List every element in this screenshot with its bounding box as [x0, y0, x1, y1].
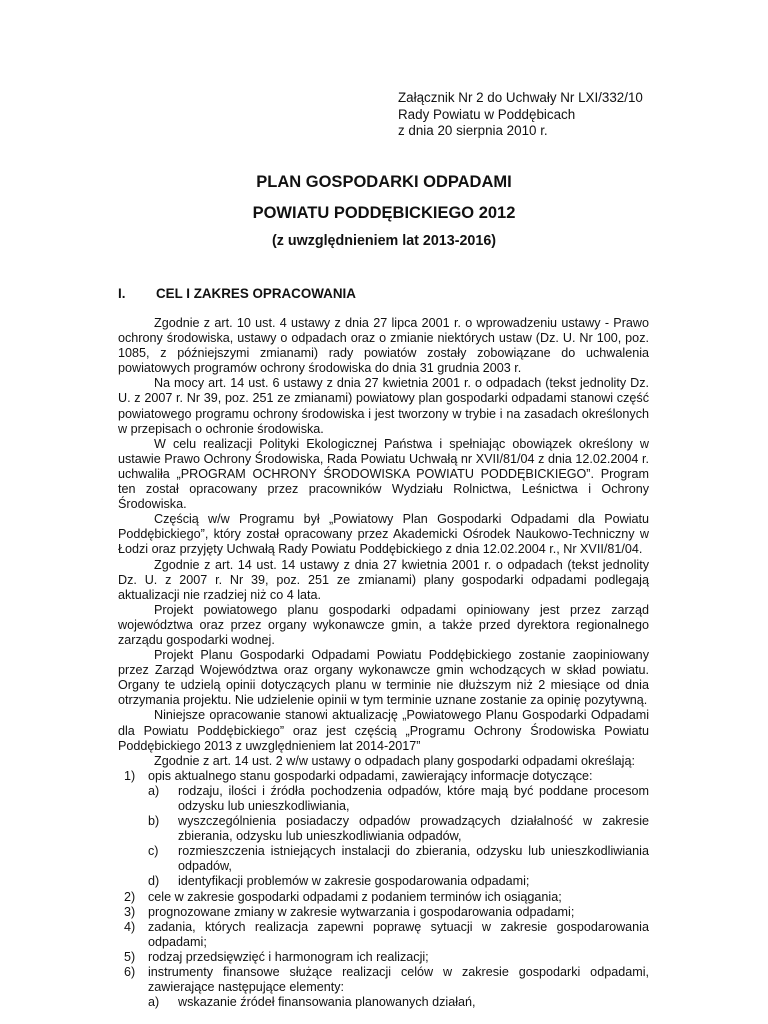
section-number: I.: [118, 286, 126, 301]
list-item: [118, 965, 649, 1010]
annex-line-1: Załącznik Nr 2 do Uchwały Nr LXI/332/10: [398, 90, 643, 105]
sub-marker: b): [148, 814, 160, 829]
paragraph: Zgodnie z art. 14 ust. 14 ustawy z dnia 27 kwietnia 2001 r. o odpadach (tekst jednolity Dz. U. z 2007 r. Nr 39, poz. 251 ze zmianami) plany gospodarki odpadami podlegają aktualizacji nie rzadziej niż co 4 lata.: [118, 557, 649, 602]
sub-item: [148, 844, 649, 874]
list-item-text: instrumenty finansowe służące realizacji celów w zakresie gospodarki odpadami, zawierające następujące elementy:: [148, 965, 649, 995]
list-item: [118, 890, 649, 905]
list-marker: 1): [124, 768, 136, 783]
sub-item: [148, 784, 649, 814]
paragraph: W celu realizacji Polityki Ekologicznej Państwa i spełniając obowiązek określony w ustawie Prawo Ochrony Środowiska, Rada Powiatu Uchwałą nr XVII/81/04 z dnia 12.02.2004 r. uchwaliła „PROGRAM OCHRONY ŚRODOWISKA POWIATU PODDĘBICKIEGO”. Program ten został opracowany przez pracowników Wydziału Rolnictwa, Leśnictwa i Ochrony Środowiska.: [118, 436, 649, 512]
list-marker: 6): [124, 965, 136, 980]
list-item: [118, 950, 649, 965]
document-title: PLAN GOSPODARKI ODPADAMI: [256, 173, 512, 191]
paragraph: Częścią w/w Programu był „Powiatowy Plan Gospodarki Odpadami dla Powiatu Poddębickiego”, który został opracowany przez Akademicki Ośrodek Naukowo-Techniczny w Łodzi oraz przyjęty Uchwałą Rady Powiatu Poddębickiego z dnia 12.02.2004 r., Nr XVII/81/04.: [118, 512, 649, 557]
list-item-text: cele w zakresie gospodarki odpadami z podaniem terminów ich osiągania;: [148, 889, 562, 904]
list-marker: 5): [124, 949, 136, 964]
list-item-text: prognozowane zmiany w zakresie wytwarzania i gospodarowania odpadami;: [148, 904, 575, 919]
sub-item: [148, 995, 649, 1010]
sub-marker: d): [148, 874, 160, 889]
paragraph: Zgodnie z art. 10 ust. 4 ustawy z dnia 27 lipca 2001 r. o wprowadzeniu ustawy - Prawo ochrony środowiska, ustawy o odpadach oraz o zmianie niektórych ustaw (Dz. U. Nr 100, poz. 1085, z późniejszymi zmianami) rady powiatów zostały zobowiązane do uchwalenia powiatowych programów ochrony środowiska do dnia 31 grudnia 2003 r.: [118, 316, 649, 376]
sub-item-text: wyszczególnienia posiadaczy odpadów prowadzących działalność w zakresie zbierania, odzysku lub unieszkodliwiania odpadów,: [178, 814, 649, 844]
sub-item-text: identyfikacji problemów w zakresie gospodarowania odpadami;: [178, 874, 530, 889]
sub-marker: a): [148, 995, 160, 1010]
document-title-county: POWIATU PODDĘBICKIEGO 2012: [252, 204, 516, 222]
paragraph: Na mocy art. 14 ust. 6 ustawy z dnia 27 kwietnia 2001 r. o odpadach (tekst jednolity Dz. U. z 2007 r. Nr 39, poz. 251 ze zmianami) powiatowy plan gospodarki odpadami stanowi część powiatowego programu ochrony środowiska i jest tworzony w trybie i na zasadach określonych w przepisach o ochronie środowiska.: [118, 376, 649, 436]
list-marker: 3): [124, 904, 136, 919]
sub-item-text: rodzaju, ilości i źródła pochodzenia odpadów, które mają być poddane procesom odzysku lub unieszkodliwiania,: [178, 783, 649, 813]
annex-header: [398, 90, 643, 140]
list-item-text: opis aktualnego stanu gospodarki odpadami, zawierający informacje dotyczące:: [148, 768, 593, 783]
sub-item: [148, 874, 649, 889]
annex-line-2: Rady Powiatu w Poddębicach: [398, 106, 576, 122]
list-marker: 2): [124, 889, 136, 904]
list-item-text: zadania, których realizacja zapewni poprawę sytuacji w zakresie gospodarowania odpadami;: [148, 919, 649, 949]
paragraph: Projekt Planu Gospodarki Odpadami Powiatu Poddębickiego zostanie zaopiniowany przez Zarząd Województwa oraz organy wykonawcze gmin wchodzących w skład powiatu. Organy te udzielą opinii dotyczących planu w terminie nie dłuższym niż 2 miesiące od dnia otrzymania projektu. Nie udzielenie opinii w tym terminie uznane zostanie za opinię pozytywną.: [118, 648, 649, 708]
section-title: CEL I ZAKRES OPRACOWANIA: [156, 286, 356, 301]
list-item: [118, 920, 649, 950]
paragraph: Zgodnie z art. 14 ust. 2 w/w ustawy o odpadach plany gospodarki odpadami określają:: [154, 753, 635, 768]
list-item: [118, 905, 649, 920]
sub-item: [148, 814, 649, 844]
paragraph: Projekt powiatowego planu gospodarki odpadami opiniowany jest przez zarząd województwa oraz przez organy wykonawcze gmin, a także przed dyrektora regionalnego zarządu gospodarki wodnej.: [118, 602, 649, 647]
sub-marker: a): [148, 783, 160, 798]
paragraph: Niniejsze opracowanie stanowi aktualizację „Powiatowego Planu Gospodarki Odpadami dla Powiatu Poddębickiego” oraz jest częścią „Programu Ochrony Środowiska Powiatu Poddębickiego 2013 z uwzględnieniem lat 2014-2017”: [118, 708, 649, 753]
sub-marker: c): [148, 844, 159, 859]
document-subtitle: (z uwzględnieniem lat 2013-2016): [271, 233, 497, 249]
sub-item-text: rozmieszczenia istniejących instalacji do zbierania, odzysku lub unieszkodliwiania odpadów,: [178, 844, 649, 874]
sub-item-text: wskazanie źródeł finansowania planowanych działań,: [178, 995, 476, 1010]
numbered-list: [118, 769, 649, 1011]
list-item-text: rodzaj przedsięwzięć i harmonogram ich realizacji;: [148, 949, 429, 964]
document-body: [118, 316, 649, 1010]
annex-line-3: z dnia 20 sierpnia 2010 r.: [398, 123, 548, 139]
list-marker: 4): [124, 919, 136, 934]
list-item: [118, 769, 649, 890]
section-heading: [118, 286, 356, 301]
